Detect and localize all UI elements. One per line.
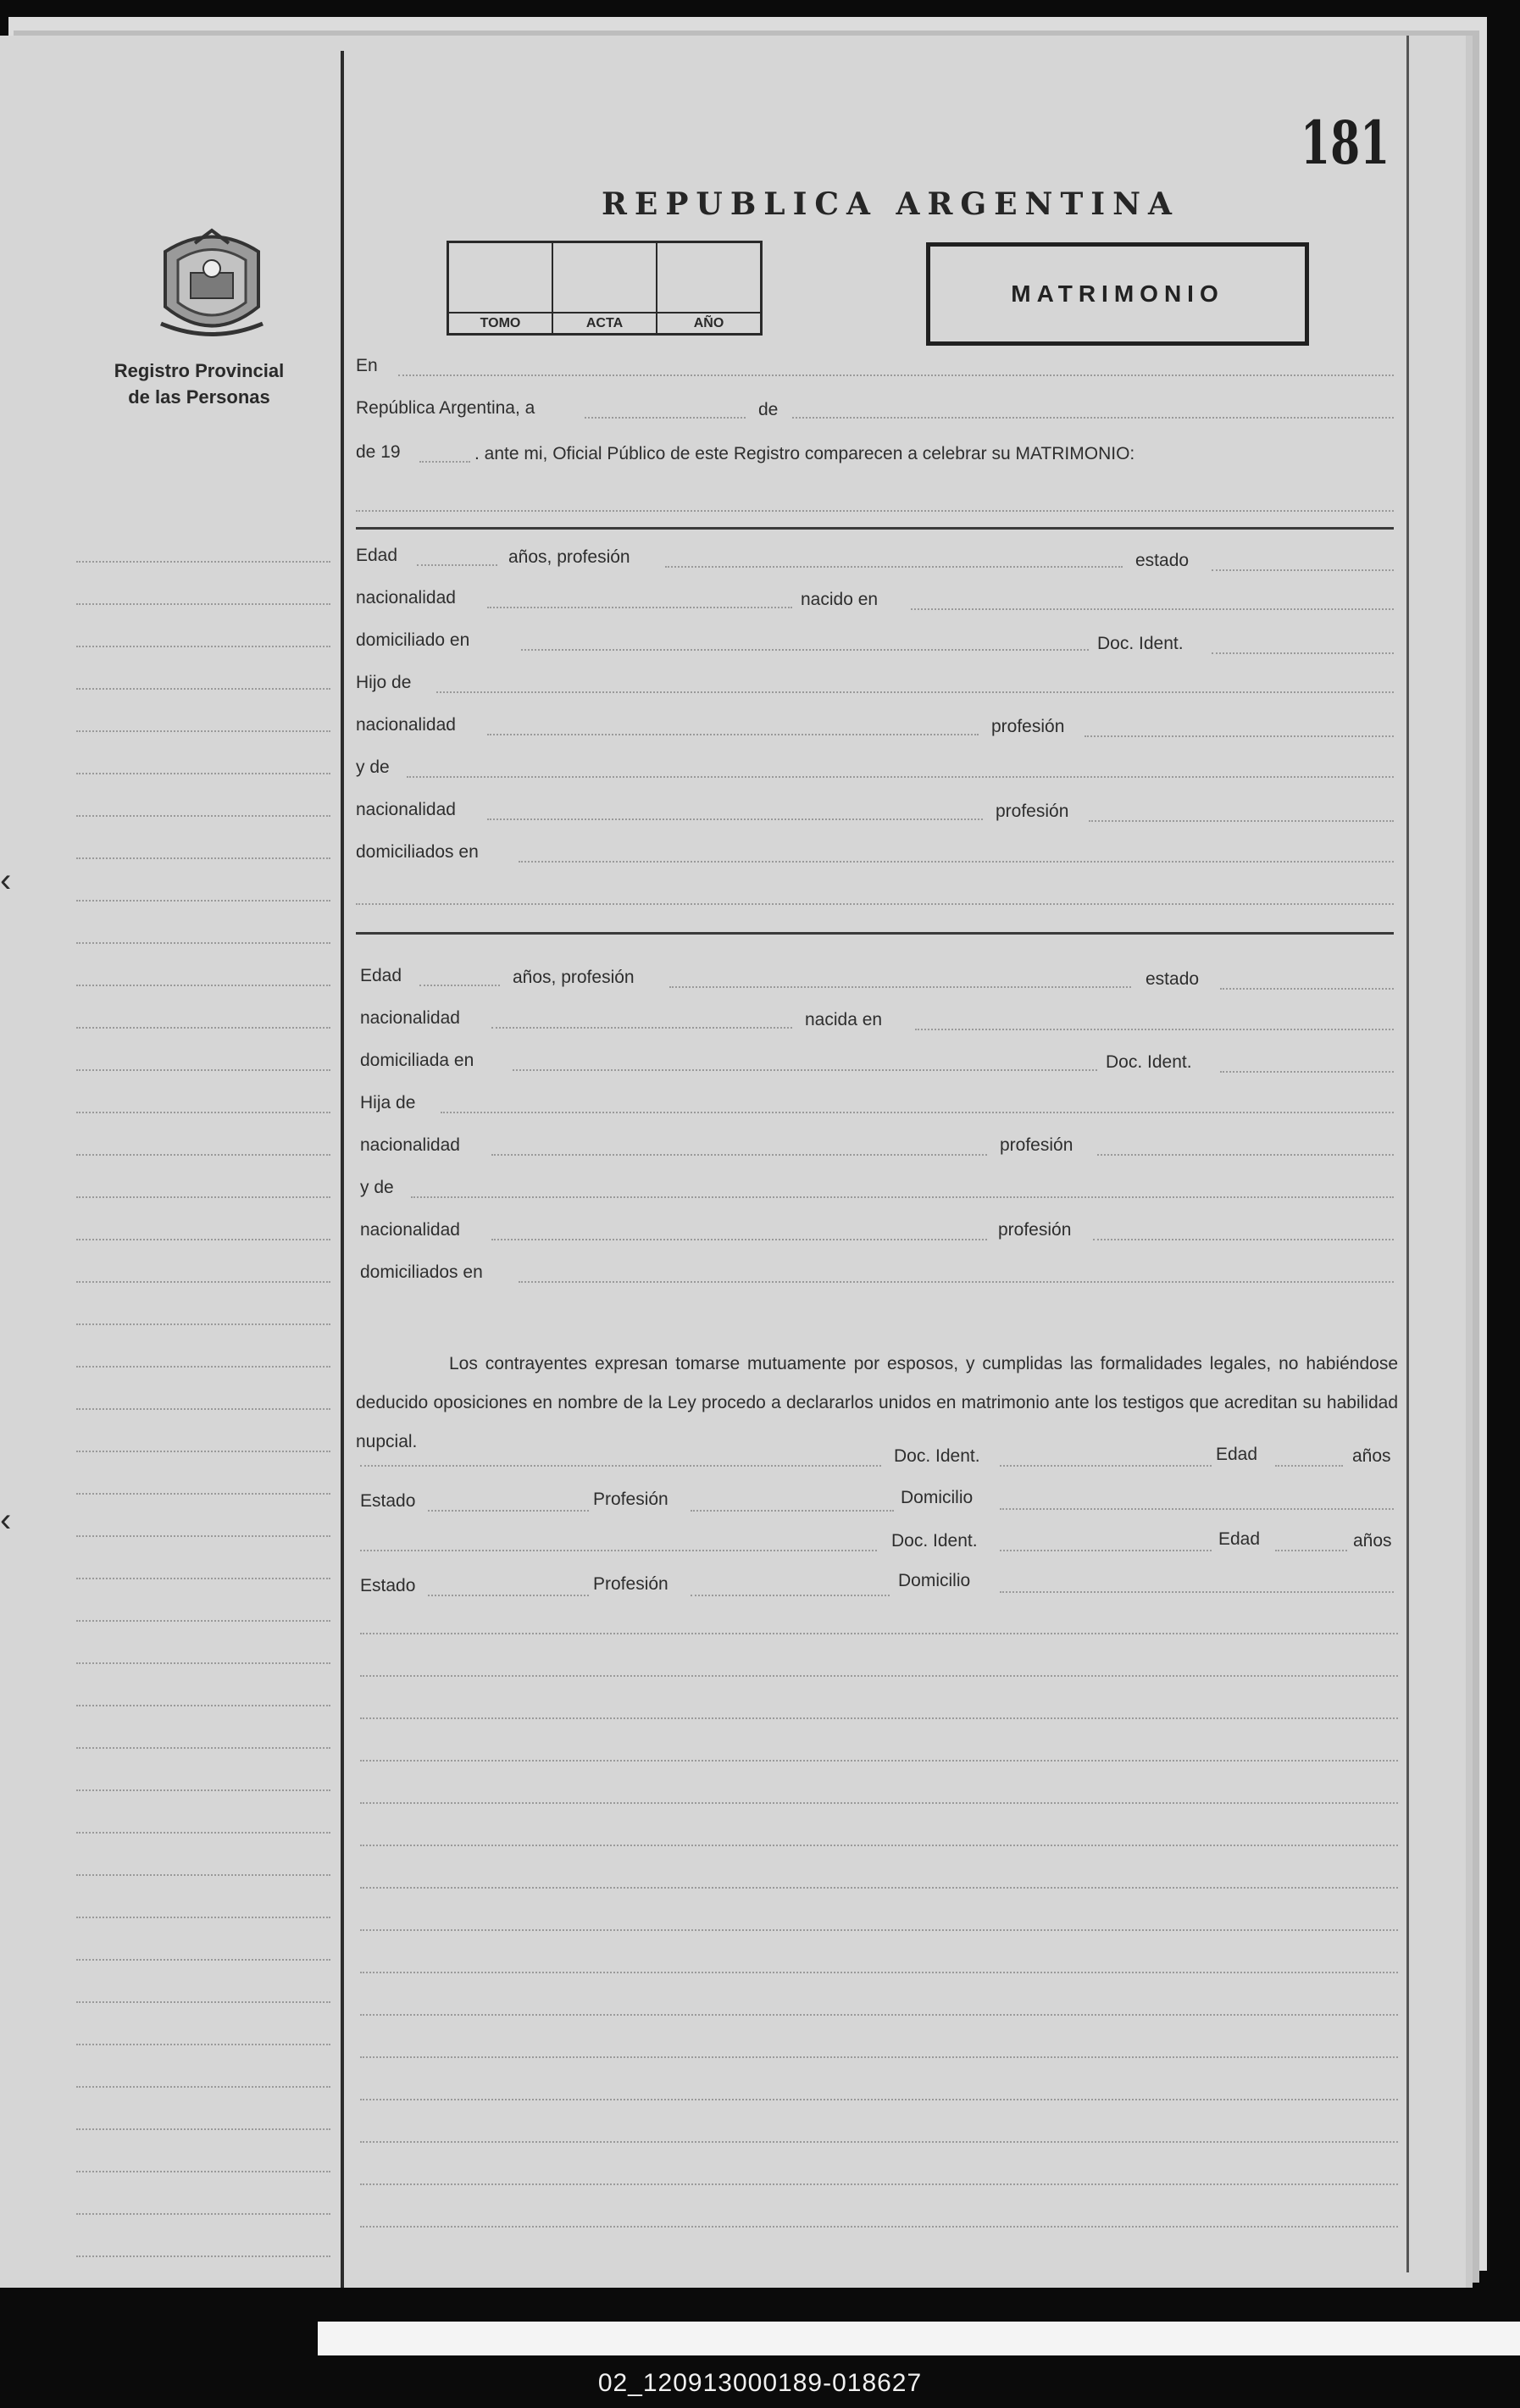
act-type-box: MATRIMONIO <box>926 242 1309 346</box>
bride-edad-line <box>419 985 500 986</box>
margin-tick-mark: ‹ <box>0 1501 12 1539</box>
margin-ruled-line <box>76 1832 330 1834</box>
witness2-estado-line <box>428 1595 589 1596</box>
margin-ruled-line <box>76 1366 330 1368</box>
bride-edad-label: Edad <box>360 966 402 985</box>
margin-ruled-line <box>76 1874 330 1876</box>
margin-ruled-line <box>76 1493 330 1495</box>
blank-ruled-line <box>360 1972 1398 1973</box>
blank-ruled-line <box>360 2183 1398 2185</box>
en-line <box>398 375 1394 376</box>
groom-estado-label: estado <box>1135 551 1190 570</box>
groom-nacionalidad2-label: nacionalidad <box>356 715 456 735</box>
margin-ruled-line <box>76 1578 330 1579</box>
margin-ruled-line <box>76 1705 330 1706</box>
bride-mother-line <box>411 1196 1394 1198</box>
witness2-anos-label: años <box>1353 1531 1392 1551</box>
groom-profesion-label: profesión <box>991 717 1065 736</box>
coat-of-arms-icon <box>144 226 280 345</box>
witness2-profesion-label: Profesión <box>593 1574 668 1594</box>
bride-nacida-line <box>915 1029 1394 1030</box>
bride-estado-label: estado <box>1146 969 1200 989</box>
witness1-domicilio-label: Domicilio <box>901 1488 974 1507</box>
witness1-estado-line <box>428 1510 589 1512</box>
right-edge-rule <box>1406 36 1409 2272</box>
witness1-doc-label: Doc. Ident. <box>894 1446 980 1466</box>
scan-caption: 02_120913000189-018627 <box>597 2369 923 2397</box>
blank-ruled-line <box>360 1717 1398 1719</box>
margin-ruled-line <box>76 2044 330 2045</box>
witness1-estado-label: Estado <box>360 1491 416 1511</box>
margin-ruled-line <box>76 942 330 944</box>
witness1-domicilio-line <box>1000 1508 1394 1510</box>
document-page <box>0 36 1466 2288</box>
margin-ruled-line <box>76 773 330 774</box>
margin-ruled-line <box>76 1112 330 1113</box>
margin-rule <box>341 51 344 2288</box>
registry-line1: Registro Provincial <box>114 360 285 381</box>
blank-ruled-line <box>360 1802 1398 1804</box>
bride-nacionalidad-line <box>491 1027 792 1029</box>
margin-tick-mark: ‹ <box>0 862 12 899</box>
bride-profesion2-label: profesión <box>998 1220 1072 1240</box>
acta-label: ACTA <box>553 312 656 331</box>
ano-label: AÑO <box>657 312 760 331</box>
groom-edad-line <box>417 564 497 566</box>
witness1-profesion-label: Profesión <box>593 1490 668 1509</box>
witness2-doc-line <box>1000 1550 1212 1551</box>
groom-mother-nac-line <box>487 818 983 820</box>
groom-mother-prof-line <box>1089 820 1394 822</box>
margin-ruled-line <box>76 730 330 732</box>
page-number: 181 <box>1301 108 1390 178</box>
register-box <box>447 241 763 336</box>
bride-doc-ident-label: Doc. Ident. <box>1106 1052 1192 1072</box>
margin-ruled-line <box>76 2086 330 2088</box>
groom-hijo-de-label: Hijo de <box>356 673 412 692</box>
witness2-domicilio-label: Domicilio <box>898 1571 971 1590</box>
blank-ruled-line <box>360 1675 1398 1677</box>
groom-doc-line <box>1212 652 1394 654</box>
groom-father-nac-line <box>487 734 979 735</box>
groom-father-prof-line <box>1085 735 1394 737</box>
margin-ruled-line <box>76 1620 330 1622</box>
margin-ruled-line <box>76 1959 330 1961</box>
margin-ruled-line <box>76 646 330 647</box>
margin-ruled-line <box>76 561 330 563</box>
margin-ruled-line <box>76 1154 330 1156</box>
margin-ruled-line <box>76 1239 330 1240</box>
bride-father-prof-line <box>1097 1154 1394 1156</box>
margin-ruled-line <box>76 1451 330 1452</box>
bride-domiciliados-label: domiciliados en <box>360 1262 483 1282</box>
margin-ruled-line <box>76 1281 330 1283</box>
margin-ruled-line <box>76 2001 330 2003</box>
bride-parents-dom-line <box>519 1281 1394 1283</box>
margin-ruled-line <box>76 1196 330 1198</box>
blank-ruled-line <box>360 2056 1398 2058</box>
witness2-estado-label: Estado <box>360 1576 416 1595</box>
bride-father-line <box>441 1112 1394 1113</box>
groom-extra-line <box>356 903 1394 905</box>
witness2-edad-label: Edad <box>1218 1529 1261 1549</box>
tomo-label: TOMO <box>449 312 552 331</box>
bride-hija-de-label: Hija de <box>360 1093 416 1112</box>
margin-ruled-line <box>76 2128 330 2130</box>
witness2-domicilio-line <box>1000 1591 1394 1593</box>
margin-ruled-line <box>76 2213 330 2215</box>
groom-estado-line <box>1212 569 1394 571</box>
bride-estado-line <box>1220 988 1394 990</box>
margin-ruled-line <box>76 900 330 902</box>
groom-nacido-line <box>911 608 1394 610</box>
margin-ruled-line <box>76 603 330 605</box>
names-line-1 <box>356 510 1394 512</box>
witness2-name-line <box>360 1550 877 1551</box>
blank-ruled-line <box>360 1633 1398 1634</box>
margin-ruled-line <box>76 857 330 859</box>
margin-ruled-line <box>76 1535 330 1537</box>
en-label: En <box>356 356 378 375</box>
witness1-doc-line <box>1000 1465 1212 1467</box>
scan-bottom-strip <box>318 2322 1520 2355</box>
bride-nacida-en-label: nacida en <box>805 1010 883 1029</box>
section-rule-2 <box>356 932 1394 935</box>
witness1-name-line <box>360 1465 881 1467</box>
registry-name <box>89 358 309 410</box>
margin-ruled-line <box>76 2255 330 2257</box>
margin-ruled-line <box>76 1069 330 1071</box>
groom-doc-ident-label: Doc. Ident. <box>1097 634 1184 653</box>
witness2-doc-label: Doc. Ident. <box>891 1531 978 1551</box>
country-title: REPUBLICA ARGENTINA <box>602 186 1179 222</box>
groom-profesion-line <box>665 566 1123 568</box>
section-rule-1 <box>356 527 1394 530</box>
de-label: de <box>758 400 779 419</box>
groom-y-de-label: y de <box>356 757 390 777</box>
margin-ruled-line <box>76 1662 330 1664</box>
margin-ruled-line <box>76 1027 330 1029</box>
acta-cell <box>553 243 657 333</box>
groom-domiciliado-label: domiciliado en <box>356 630 470 650</box>
groom-domicilio-line <box>521 649 1089 651</box>
groom-nacionalidad-line <box>487 607 792 608</box>
bride-mother-nac-line <box>491 1239 987 1240</box>
bride-profesion-line <box>669 986 1131 988</box>
groom-nacionalidad3-label: nacionalidad <box>356 800 456 819</box>
groom-profesion2-label: profesión <box>996 802 1069 821</box>
blank-ruled-line <box>360 2099 1398 2100</box>
blank-ruled-line <box>360 1760 1398 1762</box>
ante-text: . ante mi, Oficial Público de este Registro comparecen a celebrar su MATRIMONIO: <box>474 444 1135 463</box>
republica-label: República Argentina, a <box>356 398 535 418</box>
groom-domiciliados-label: domiciliados en <box>356 842 479 862</box>
tomo-cell <box>449 243 553 333</box>
bride-profesion-label: profesión <box>1000 1135 1073 1155</box>
bride-nacionalidad2-label: nacionalidad <box>360 1135 460 1155</box>
margin-ruled-line <box>76 2171 330 2172</box>
witness2-profesion-line <box>691 1595 890 1596</box>
bride-domiciliada-label: domiciliada en <box>360 1051 474 1070</box>
groom-father-line <box>436 691 1394 693</box>
blank-ruled-line <box>360 2014 1398 2016</box>
groom-edad-label: Edad <box>356 546 398 565</box>
margin-ruled-line <box>76 985 330 986</box>
bride-domicilio-line <box>513 1069 1097 1071</box>
bride-y-de-label: y de <box>360 1178 394 1197</box>
margin-ruled-line <box>76 815 330 817</box>
groom-parents-dom-line <box>519 861 1394 863</box>
de19-label: de 19 <box>356 442 401 462</box>
witness1-profesion-line <box>691 1510 894 1512</box>
ano-cell <box>657 243 760 333</box>
bride-father-nac-line <box>491 1154 987 1156</box>
blank-ruled-line <box>360 2226 1398 2228</box>
margin-ruled-line <box>76 688 330 690</box>
groom-nacionalidad-label: nacionalidad <box>356 588 456 608</box>
margin-ruled-line <box>76 1789 330 1791</box>
bride-nacionalidad-label: nacionalidad <box>360 1008 460 1028</box>
margin-ruled-line <box>76 1917 330 1918</box>
declaration-text: Los contrayentes expresan tomarse mutuamente por esposos, y cumplidas las formalidades legales, no habiéndose deducido oposiciones en nombre de la Ley procedo a declararlos unidos en matrimonio ante los testigos que acreditan su habilidad nupcial. <box>356 1354 1398 1451</box>
registry-line2: de las Personas <box>128 386 270 408</box>
month-line <box>792 417 1394 419</box>
witness2-edad-line <box>1275 1550 1347 1551</box>
groom-nacido-en-label: nacido en <box>801 590 879 609</box>
year-line <box>419 461 470 463</box>
blank-ruled-line <box>360 2141 1398 2143</box>
witness1-edad-line <box>1275 1465 1343 1467</box>
blank-ruled-line <box>360 1929 1398 1931</box>
bride-doc-line <box>1220 1071 1394 1073</box>
blank-ruled-line <box>360 1845 1398 1846</box>
blank-ruled-line <box>360 1887 1398 1889</box>
witness1-edad-label: Edad <box>1216 1445 1258 1464</box>
witness1-anos-label: años <box>1352 1446 1391 1466</box>
margin-ruled-line <box>76 1408 330 1410</box>
margin-ruled-line <box>76 1323 330 1325</box>
bride-mother-prof-line <box>1093 1239 1394 1240</box>
groom-anos-profesion-label: años, profesión <box>508 547 630 567</box>
groom-mother-line <box>407 776 1394 778</box>
margin-ruled-line <box>76 1747 330 1749</box>
day-line <box>585 417 746 419</box>
bride-nacionalidad3-label: nacionalidad <box>360 1220 460 1240</box>
bride-anos-profesion-label: años, profesión <box>513 968 635 987</box>
